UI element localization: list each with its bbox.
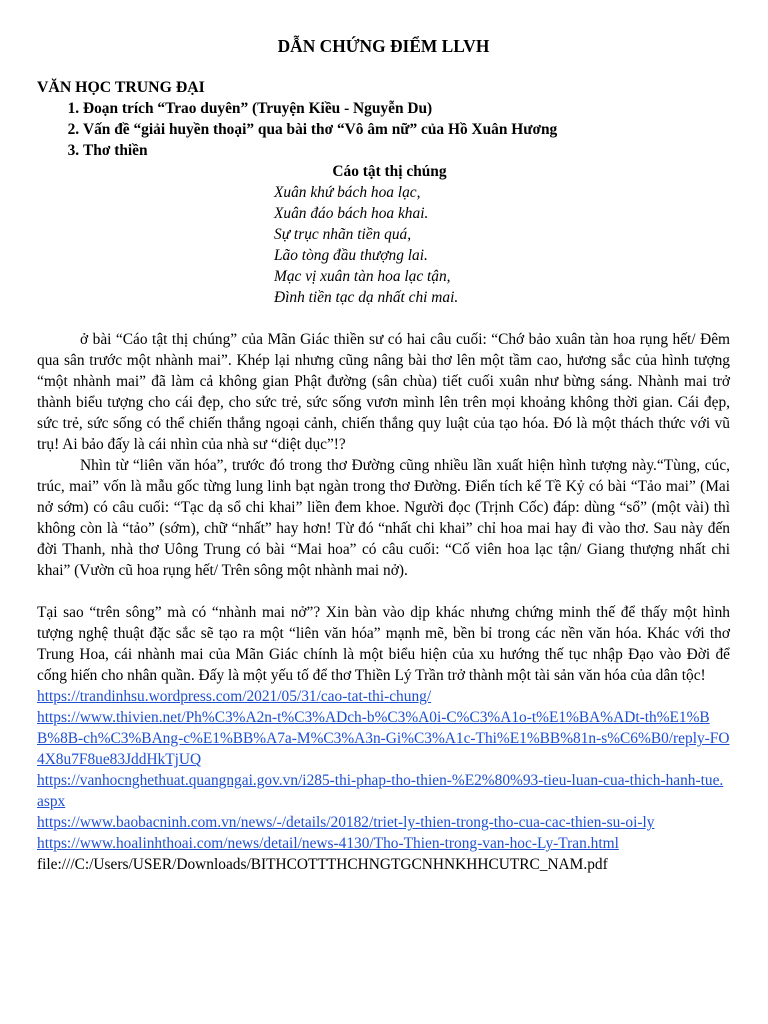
section-heading: VĂN HỌC TRUNG ĐẠI — [37, 79, 205, 96]
topic-list — [37, 98, 730, 161]
reference-link[interactable]: https://www.thivien.net/Ph%C3%A2n-t%C3%ADch-b%C3%A0i-C%C3%A1o-t%E1%BA%ADt-th%E1%BB%8B-ch%C3%BAng-c%E1%BB%A7a-M%C3%A3n-Gi%C3%A1c-Thi%E1%BB%81n-s%C6%B0/reply-FO4X8u7F8ue83JddHkTjUQ — [37, 709, 730, 768]
poem-line: Xuân đáo bách hoa khai. — [274, 205, 429, 222]
list-item: 3. Thơ thiền — [83, 140, 730, 161]
paragraph-3: Tại sao “trên sông” mà có “nhành mai nở”? Xin bàn vào dịp khác nhưng chứng minh thế để thấy một hình tượng nghệ thuật đặc sắc sẽ tạo ra một “liên văn hóa” mạnh mẽ, bền bỉ trong các nền văn hóa. Khác với thơ Trung Hoa, cái nhành mai của Mãn Giác chính là một biểu hiện của xu hướng thế tục nhập Đạo vào Đời để cống hiến cho nhân quần. Đấy là một yếu tố để thơ Thiền Lý Trần trở thành một tài sản văn hóa của dân tộc! — [37, 604, 730, 684]
reference-link[interactable]: https://www.baobacninh.com.vn/news/-/details/20182/triet-ly-thien-trong-tho-cua-cac-thien-su-oi-ly — [37, 814, 655, 831]
list-item: 2. Vấn đề “giải huyền thoại” qua bài thơ “Vô âm nữ” của Hồ Xuân Hương — [83, 119, 730, 140]
reference-link[interactable]: https://vanhocnghethuat.quangngai.gov.vn/i285-thi-phap-tho-thien-%E2%80%93-tieu-luan-cua-thich-hanh-tue.aspx — [37, 772, 724, 810]
poem-line: Xuân khứ bách hoa lạc, — [274, 184, 421, 201]
reference-link[interactable]: https://trandinhsu.wordpress.com/2021/05/31/cao-tat-thi-chung/ — [37, 688, 432, 705]
file-path: file:///C:/Users/USER/Downloads/BITHCOTTTHCHNGTGCNHNKHHCUTRC_NAM.pdf — [37, 856, 608, 873]
spacer — [37, 308, 730, 329]
document-title: DẪN CHỨNG ĐIỂM LLVH — [277, 36, 490, 56]
reference-links — [37, 686, 730, 875]
poem-line: Mạc vị xuân tàn hoa lạc tận, — [274, 268, 451, 285]
poem-title: Cáo tật thị chúng — [332, 163, 447, 180]
reference-link[interactable]: https://www.hoalinhthoai.com/news/detail/news-4130/Tho-Thien-trong-van-hoc-Ly-Tran.html — [37, 835, 619, 852]
poem-line: Lão tòng đầu thượng lai. — [274, 247, 428, 264]
paragraph-2: Nhìn từ “liên văn hóa”, trước đó trong thơ Đường cũng nhiều lần xuất hiện hình tượng này.“Tùng, cúc, trúc, mai” vốn là mẫu gốc từng lung linh bạt ngàn trong thơ Đường. Điển tích kể Tề Kỷ có bài “Tảo mai” (Mai nở sớm) có câu cuối: “Tạc dạ sổ chi khai” liền đem khoe. Người đọc (Trịnh Cốc) đáp: dùng “sổ” (một vài) thì không còn là “tảo” (sớm), chữ “nhất” hay hơn! Từ đó “nhất chi khai” chỉ hoa mai hay đi vào thơ. Sau này đến đời Thanh, nhà thơ Uông Trung có bài “Mai hoa” có câu cuối: “Cố viên hoa lạc tận/ Giang thượng nhất chi khai” (Vườn cũ hoa rụng hết/ Trên sông một nhành mai nở). — [37, 457, 730, 579]
poem-block — [37, 161, 730, 308]
paragraph-1: ở bài “Cáo tật thị chúng” của Mãn Giác thiền sư có hai câu cuối: “Chớ bảo xuân tàn hoa rụng hết/ Đêm qua sân trước một nhành mai”. Khép lại nhưng cũng nâng bài thơ lên một tầm cao, hương sắc của hình tượng “một nhành mai” đã làm cả không gian Phật đường (sân chùa) tiết cuối xuân như bừng sáng. Nhành mai trở thành biểu tượng cho cái đẹp, cho sức trẻ, sức sống vươn mình lên trên mọi khoảng không thời gian. Cái đẹp, sức trẻ, sức sống có thể chiến thắng ngoại cảnh, chiến thắng quy luật của tạo hóa. Đó là một thách thức với vũ trụ! Ai bảo đấy là cái nhìn của nhà sư “diệt dục”!? — [37, 331, 730, 453]
spacer — [37, 581, 730, 602]
poem-line: Sự trục nhãn tiền quá, — [274, 226, 412, 243]
poem-line: Đình tiền tạc dạ nhất chi mai. — [274, 289, 459, 306]
list-item: 1. Đoạn trích “Trao duyên” (Truyện Kiều - Nguyễn Du) — [83, 98, 730, 119]
